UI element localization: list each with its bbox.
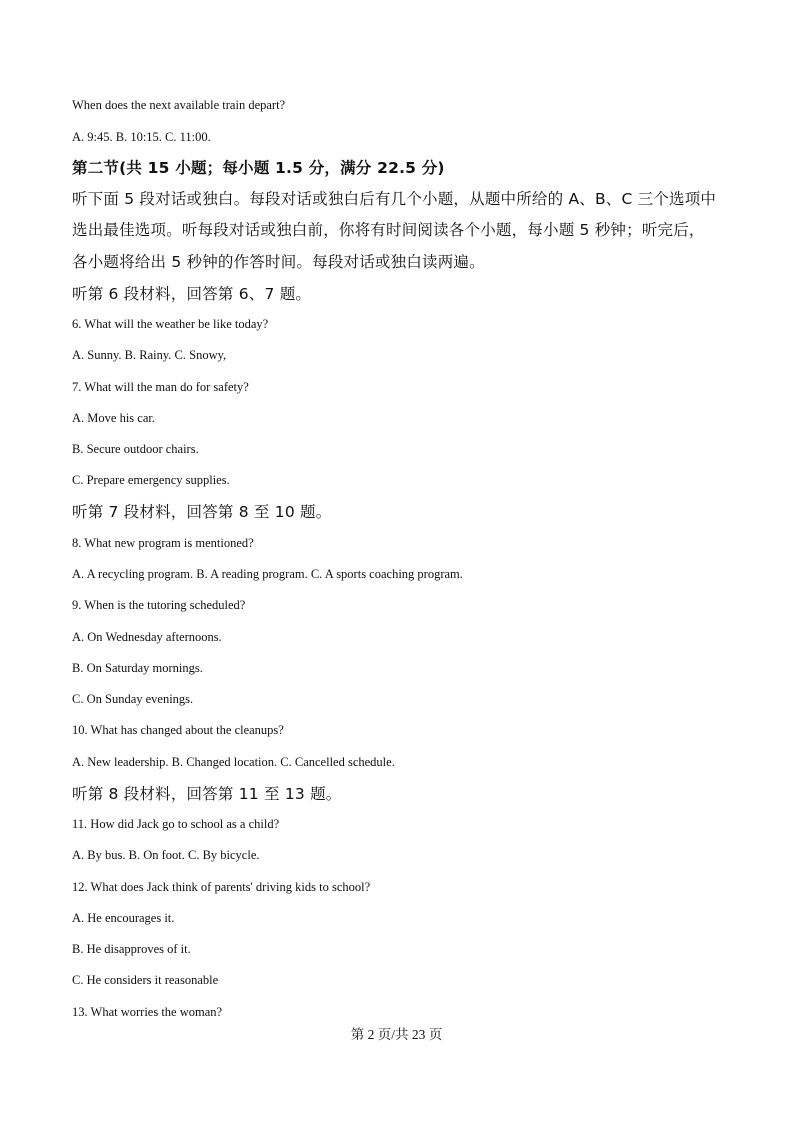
question-text: 7. What will the man do for safety? — [72, 380, 249, 394]
instructions-line: 各小题将给出 5 秒钟的作答时间。每段对话或独白读两遍。 — [72, 253, 485, 271]
answer-option: B. Secure outdoor chairs. — [72, 442, 199, 456]
question-text: When does the next available train depart? — [72, 98, 286, 112]
question-text: 12. What does Jack think of parents' driving kids to school? — [72, 880, 371, 894]
answer-option: B. On Saturday mornings. — [72, 661, 203, 675]
question-text: 13. What worries the woman? — [72, 1005, 223, 1019]
answer-options: A. A recycling program. B. A reading program. C. A sports coaching program. — [72, 567, 463, 581]
instructions-line: 听下面 5 段对话或独白。每段对话或独白后有几个小题，从题中所给的 A、B、C 三个选项中 — [72, 190, 717, 208]
material-heading: 听第 6 段材料，回答第 6、7 题。 — [72, 285, 312, 303]
answer-option: A. He encourages it. — [72, 911, 175, 925]
question-text: 11. How did Jack go to school as a child? — [72, 817, 280, 831]
material-heading: 听第 7 段材料，回答第 8 至 10 题。 — [72, 503, 332, 521]
question-text: 9. When is the tutoring scheduled? — [72, 598, 246, 612]
material-heading: 听第 8 段材料，回答第 11 至 13 题。 — [72, 785, 342, 803]
answer-option: A. On Wednesday afternoons. — [72, 630, 222, 644]
answer-option: A. Move his car. — [72, 411, 155, 425]
instructions-line: 选出最佳选项。听每段对话或独白前，你将有时间阅读各个小题，每小题 5 秒钟；听完后， — [72, 221, 705, 239]
question-text: 8. What new program is mentioned? — [72, 536, 254, 550]
question-text: 10. What has changed about the cleanups? — [72, 723, 284, 737]
question-text: 6. What will the weather be like today? — [72, 317, 269, 331]
section-heading: 第二节(共 15 小题；每小题 1.5 分，满分 22.5 分) — [72, 159, 445, 177]
answer-option: B. He disapproves of it. — [72, 942, 191, 956]
answer-option: C. On Sunday evenings. — [72, 692, 194, 706]
page-footer: 第 2 页/共 23 页 — [350, 1027, 443, 1042]
answer-options: A. New leadership. B. Changed location. C. Cancelled schedule. — [72, 755, 395, 769]
answer-option: C. He considers it reasonable — [72, 973, 219, 987]
answer-options: A. Sunny. B. Rainy. C. Snowy, — [72, 348, 227, 362]
answer-options: A. 9:45. B. 10:15. C. 11:00. — [72, 130, 211, 144]
answer-options: A. By bus. B. On foot. C. By bicycle. — [72, 848, 260, 862]
answer-option: C. Prepare emergency supplies. — [72, 473, 230, 487]
